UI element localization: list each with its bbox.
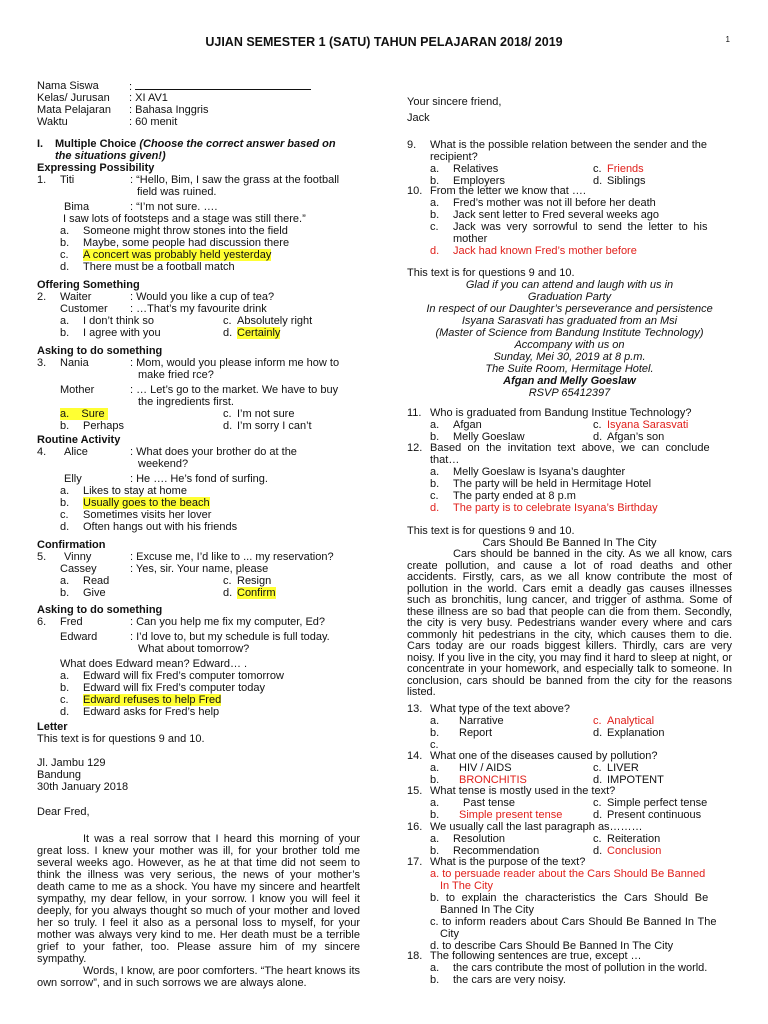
speaker: Bima (64, 201, 90, 213)
answer-option[interactable]: There must be a football match (83, 261, 235, 273)
red-answer[interactable]: a. to persuade reader about the Cars Should Be Banned (430, 868, 706, 880)
option-key: b. (60, 327, 70, 339)
option-key: b. (430, 845, 440, 857)
invitation-line: Sunday, Mei 30, 2019 at 8 p.m. (493, 351, 646, 363)
option-key: c. (593, 797, 602, 809)
question-number: 6. (37, 616, 47, 628)
answer-option[interactable]: HIV / AIDS (459, 762, 512, 774)
answer-option[interactable]: Edward will fix Fred’s computer tomorrow (83, 670, 284, 682)
answer-option[interactable]: Edward will fix Fred’s computer today (83, 682, 265, 694)
option-key: c. (60, 249, 69, 261)
essay-body: Cars should be banned in the city. As we all know, cars create pollution, and cause a lot of road deaths and other accidents. Firstly, cars, as we all know contribute the most of pollution in the world. Cars emit a deadly gas causes illnesses such as bronchitis, lung cancer, and trigger of asthma. Some of these illness are so bad that people can die from them. Secondly, the city is very busy. Pedestrians wander every where and cars commonly hit pedestrians in the city, which causes them to die. Cars today are our roads biggest killers. Thirdly, cars are very noisy. If you live in the city, you may find it hard to sleep at night, or concentrate in your homework, and especially talk to someone. In conclusion, cars should be banned from the city for the reasons listed. (407, 548, 732, 698)
red-answer[interactable]: Isyana Sarasvati (607, 419, 689, 431)
answer-option[interactable]: Give (83, 587, 106, 599)
speaker: Nania (60, 357, 89, 369)
question-text: What tense is mostly used in the text? (430, 785, 616, 797)
identity-label: Kelas/ Jurusan (37, 92, 110, 104)
dialogue: : …That’s my favourite drink (130, 303, 267, 315)
speaker: Edward (60, 631, 98, 643)
option-key: c. (593, 715, 602, 727)
option-key: a. (60, 225, 70, 237)
red-answer[interactable]: The party is to celebrate Isyana’s Birthday (453, 502, 658, 514)
option-key: a. (430, 962, 440, 974)
section-title: Multiple Choice (Choose the correct answer based on (55, 138, 336, 150)
dialogue: the ingredients first. (138, 396, 234, 408)
option-key: b. (430, 431, 440, 443)
speaker: Alice (64, 446, 88, 458)
dialogue: : Yes, sir. Your name, please (130, 563, 269, 575)
identity-value: : Bahasa Inggris (129, 104, 209, 116)
option-key: a. (60, 315, 70, 327)
red-answer[interactable]: Analytical (607, 715, 655, 727)
option-key: b. (430, 209, 440, 221)
option-key: a. (430, 419, 440, 431)
dialogue: : What does your brother do at the (130, 446, 297, 458)
question-text: What type of the text above? (430, 703, 571, 715)
option-key: d. (223, 420, 233, 432)
answer-option[interactable]: Siblings (607, 175, 646, 187)
option-key: c. (223, 408, 232, 420)
answer-option[interactable]: Sometimes visits her lover (83, 509, 212, 521)
speaker: Mother (60, 384, 95, 396)
question-1 (37, 162, 360, 273)
red-answer[interactable]: BRONCHITIS (459, 774, 527, 786)
answer-option[interactable]: Narrative (459, 715, 504, 727)
answer-option[interactable]: I’m sorry I can’t (237, 420, 312, 432)
identity-label: Mata Pelajaran (37, 104, 111, 116)
option-key: c. (60, 509, 69, 521)
highlighted-answer[interactable]: Edward refuses to help Fred (83, 694, 222, 706)
option-key: b. (430, 774, 440, 786)
question-number: 1. (37, 174, 47, 186)
page-mark: 1 (725, 35, 730, 44)
answer-option[interactable]: I don’t think so (83, 315, 154, 327)
identity-label: Nama Siswa (37, 80, 99, 92)
section-heading: Letter (37, 721, 68, 733)
passage-intro: This text is for questions 9 and 10. (407, 267, 575, 279)
answer-option[interactable]: Likes to stay at home (83, 485, 187, 497)
identity-row (37, 116, 360, 128)
option-key: c. (593, 762, 602, 774)
option-key: b. (430, 175, 440, 187)
question-9 (407, 139, 732, 187)
question-13 (407, 703, 732, 751)
question-text: We usually call the last paragraph as……… (430, 821, 643, 833)
section-heading (37, 138, 360, 162)
question-text: Based on the invitation text above, we can conclude (430, 442, 710, 454)
question-heading: Offering Something (37, 279, 140, 291)
red-answer[interactable]: Friends (607, 163, 644, 175)
option-key: c. (430, 490, 439, 502)
question-15 (407, 785, 732, 821)
answer-option[interactable]: Often hangs out with his friends (83, 521, 238, 533)
invitation-hosts: Afgan and Melly Goeslaw (503, 375, 636, 387)
invitation-rsvp: RSVP 65412397 (528, 387, 611, 399)
invitation-section (407, 267, 732, 399)
option-key: d. (223, 327, 233, 339)
name-blank-line (135, 80, 311, 90)
speaker: Fred (60, 616, 83, 628)
identity-label: Waktu (37, 116, 68, 128)
letter-address: Bandung (37, 769, 82, 781)
answer-option[interactable]: Resign (237, 575, 272, 587)
identity-value: : 60 menit (129, 116, 178, 128)
question-18 (407, 950, 732, 986)
dialogue: field was ruined. (137, 186, 217, 198)
question-number: 3. (37, 357, 47, 369)
invitation-line: Isyana Sarasvati has graduated from an Msi (461, 315, 678, 327)
answer-option[interactable]: Resolution (453, 833, 505, 845)
dialogue: : … Let’s go to the market. We have to buy (130, 384, 339, 396)
option-key: b. (60, 237, 70, 249)
option-key: b. (60, 587, 70, 599)
option-key: d. (593, 175, 603, 187)
question-3 (37, 345, 360, 432)
dialogue: : I’d love to, but my schedule is full today. (130, 631, 330, 643)
highlighted-answer[interactable]: Usually goes to the beach (83, 497, 210, 509)
option-key: c. (223, 315, 232, 327)
option-key: c. (430, 221, 439, 233)
answer-option[interactable]: Jack was very sorrowful to send the letter to his (453, 221, 708, 233)
speaker: Vinny (64, 551, 92, 563)
answer-option[interactable]: Absolutely right (237, 315, 313, 327)
answer-option[interactable]: Report (459, 727, 493, 739)
option-key: a. (430, 715, 440, 727)
question-number: 17. (407, 856, 423, 868)
identity-row (37, 80, 360, 92)
answer-option[interactable]: Explanation (607, 727, 665, 739)
option-key: b. (60, 420, 70, 432)
red-answer-continued: In The City (440, 880, 493, 892)
question-text: The following sentences are true, except … (430, 950, 642, 962)
red-answer[interactable]: Conclusion (607, 845, 662, 857)
question-number: 14. (407, 750, 423, 762)
letter-paragraph: It was a real sorrow that I heard this morning of your great loss. I knew your mother was ill, for your brother told me several weeks ago. However, as he at that time did not seem to think the illness was very serious, the news of your mother’s death came to me as a shock. You have my sincere and heartfelt sympathy, my dear fellow, in your sorrow. I know you will feel it deeply, for you always thought so much of your mother and loved her so truly. I feel it also as a personal loss to myself, for your mother was always very kind to me. Her death must be a terrible grief to your father, too. Please assure him of my sincere sympathy. (37, 833, 360, 965)
invitation-line: In respect of our Daughter’s perseverance and persistence (426, 303, 713, 315)
invitation-line: The Suite Room, Hermitage Hotel. (485, 363, 654, 375)
option-key: a. (430, 797, 440, 809)
answer-option[interactable]: Someone might throw stones into the field (83, 225, 288, 237)
question-text: that… (430, 454, 460, 466)
answer-option[interactable]: LIVER (607, 762, 639, 774)
speaker: Waiter (60, 291, 92, 303)
option-key: b. (60, 497, 70, 509)
option-key: c. (60, 694, 69, 706)
question-number: 18. (407, 950, 423, 962)
highlighted-answer[interactable]: Confirm (237, 587, 276, 599)
question-heading: Asking to do something (37, 345, 163, 357)
option-key: a. (430, 466, 440, 478)
passage-intro: This text is for questions 9 and 10. (37, 733, 205, 745)
answer-option[interactable]: Melly Goeslaw is Isyana’s daughter (453, 466, 626, 478)
option-key: d. (223, 587, 233, 599)
option-key: a. (60, 670, 70, 682)
essay-section (407, 525, 732, 699)
question-17 (407, 856, 732, 952)
dialogue: What about tomorrow? (138, 643, 250, 655)
answer-option[interactable]: c. to inform readers about Cars Should Be Banned In The (430, 916, 717, 928)
question-text: recipient? (430, 151, 478, 163)
highlighted-answer[interactable]: Certainly (237, 327, 281, 339)
identity-value: : XI AV1 (129, 92, 168, 104)
section-instruction: the situations given!) (55, 150, 166, 162)
option-key: b. (430, 809, 440, 821)
identity-block (37, 80, 360, 128)
option-key: c. (593, 419, 602, 431)
answer-option[interactable]: Read (83, 575, 110, 587)
answer-option[interactable]: Maybe, some people had discussion there (83, 237, 290, 249)
option-key: c. (430, 739, 439, 751)
answer-option[interactable]: Jack sent letter to Fred several weeks ago (453, 209, 660, 221)
option-key: d. (60, 521, 70, 533)
question-number: 4. (37, 446, 47, 458)
question-16 (407, 821, 732, 857)
answer-option[interactable]: Recommendation (453, 845, 540, 857)
dialogue: : Mom, would you please inform me how to (130, 357, 340, 369)
option-key: a. (430, 762, 440, 774)
essay-title: Cars Should Be Banned In The City (482, 537, 657, 549)
red-answer[interactable]: Simple present tense (459, 809, 563, 821)
answer-option[interactable]: the cars are very noisy. (453, 974, 566, 986)
answer-option[interactable]: Relatives (453, 163, 499, 175)
option-key: c. (593, 833, 602, 845)
question-number: 10. (407, 185, 423, 197)
passage-intro: This text is for questions 9 and 10. (407, 525, 575, 537)
speaker: Cassey (60, 563, 97, 575)
question-number: 5. (37, 551, 47, 563)
question-14 (407, 750, 732, 786)
answer-option[interactable]: I’m not sure (237, 408, 295, 420)
invitation-line: Glad if you can attend and laugh with us in (465, 279, 674, 291)
question-text: Who is graduated from Bandung Institue Technology? (430, 407, 692, 419)
question-heading: Expressing Possibility (37, 162, 155, 174)
option-key: b. (430, 727, 440, 739)
dialogue: : Excuse me, I’d like to ... my reservation? (130, 551, 334, 563)
dialogue: : Can you help me fix my computer, Ed? (130, 616, 326, 628)
option-key: d. (593, 431, 603, 443)
question-number: 9. (407, 139, 417, 151)
answer-option-continued: mother (453, 233, 488, 245)
option-key: d. (60, 706, 70, 718)
page-title: UJIAN SEMESTER 1 (SATU) TAHUN PELAJARAN 2018/ 2019 (205, 35, 563, 49)
question-text: What does Edward mean? Edward… . (60, 658, 248, 670)
answer-option[interactable]: Past tense (463, 797, 515, 809)
option-key: d. (593, 727, 603, 739)
letter-signature: Jack (407, 112, 430, 124)
question-number: 13. (407, 703, 423, 715)
question-2 (37, 279, 360, 339)
question-number: 15. (407, 785, 423, 797)
invitation-line: Graduation Party (527, 291, 612, 303)
letter-paragraph: Words, I know, are poor comforters. “The heart knows its own sorrow”, and in such sorrows we are always alone. (37, 965, 360, 989)
identity-row (37, 92, 360, 104)
dialogue: : Would you like a cup of tea? (130, 291, 275, 303)
answer-option[interactable]: d. to describe Cars Should Be Banned In The City (430, 940, 674, 952)
answer-option[interactable]: Fred’s mother was not ill before her death (453, 197, 656, 209)
invitation-line: (Master of Science from Bandung Institute Technology) (435, 327, 704, 339)
question-number: 16. (407, 821, 423, 833)
answer-option[interactable]: the cars contribute the most of pollution in the world. (453, 962, 708, 974)
answer-option[interactable]: Employers (453, 175, 505, 187)
option-key: a. (60, 575, 70, 587)
option-key: d. (593, 774, 603, 786)
answer-option-continued: Banned In The City (440, 904, 534, 916)
answer-option[interactable]: IMPOTENT (607, 774, 664, 786)
answer-option-continued: City (440, 928, 459, 940)
answer-option[interactable]: The party will be held in Hermitage Hotel (453, 478, 652, 490)
dialogue: weekend? (138, 458, 189, 470)
identity-value: : (129, 80, 311, 93)
speaker: Titi (60, 174, 75, 186)
question-4 (37, 434, 360, 533)
letter-date: 30th January 2018 (37, 781, 129, 793)
answer-option[interactable]: The party ended at 8 p.m (453, 490, 576, 502)
option-key: a. (60, 485, 70, 497)
question-11 (407, 407, 732, 443)
question-12 (407, 442, 732, 514)
question-heading: Routine Activity (37, 434, 121, 446)
letter-section (37, 721, 360, 989)
question-text: From the letter we know that …. (430, 185, 586, 197)
highlighted-answer[interactable]: A concert was probably held yesterday (83, 249, 272, 261)
identity-row (37, 104, 360, 116)
option-key: a. (430, 163, 440, 175)
option-key: c. (223, 575, 232, 587)
letter-address: Jl. Jambu 129 (37, 757, 106, 769)
option-key: d. (430, 245, 440, 257)
letter-closing: Your sincere friend, (407, 96, 502, 108)
dialogue: : “I’m not sure. …. (130, 201, 218, 213)
highlighted-answer[interactable]: a. Sure (60, 408, 108, 420)
answer-option[interactable]: Reiteration (607, 833, 661, 845)
answer-option[interactable]: Afgan’s son (607, 431, 665, 443)
answer-option[interactable]: Afgan (453, 419, 482, 431)
answer-option[interactable]: Edward asks for Fred’s help (83, 706, 220, 718)
answer-option[interactable]: Perhaps (83, 420, 124, 432)
option-key: b. (60, 682, 70, 694)
question-number: 12. (407, 442, 423, 454)
answer-option[interactable]: I agree with you (83, 327, 161, 339)
speaker: Elly (64, 473, 82, 485)
question-5 (37, 539, 360, 599)
option-key: c. (593, 163, 602, 175)
red-answer[interactable]: Jack had known Fred’s mother before (453, 245, 637, 257)
answer-option[interactable]: b. to explain the characteristics the Cars Should Be (430, 892, 709, 904)
dialogue: : He …. He’s fond of surfing. (130, 473, 268, 485)
invitation-line: Accompany with us on (514, 339, 625, 351)
answer-option[interactable]: Simple perfect tense (607, 797, 708, 809)
section-number: I. (37, 138, 44, 150)
letter-greeting: Dear Fred, (37, 806, 90, 818)
option-key: b. (430, 478, 440, 490)
option-key: a. (430, 197, 440, 209)
question-text: What one of the diseases caused by pollution? (430, 750, 658, 762)
dialogue: I saw lots of footsteps and a stage was still there.” (63, 213, 306, 225)
answer-option[interactable]: Melly Goeslaw (453, 431, 525, 443)
option-key: d. (60, 261, 70, 273)
question-text: What is the possible relation between the sender and the (430, 139, 708, 151)
question-number: 11. (407, 407, 422, 419)
question-text: What is the purpose of the text? (430, 856, 586, 868)
answer-option[interactable]: Present continuous (607, 809, 702, 821)
option-key: a. (430, 833, 440, 845)
option-key: d. (593, 845, 603, 857)
question-heading: Asking to do something (37, 604, 163, 616)
speaker: Customer (60, 303, 108, 315)
option-key: d. (430, 502, 440, 514)
question-heading: Confirmation (37, 539, 106, 551)
option-key: b. (430, 974, 440, 986)
option-key: d. (593, 809, 603, 821)
question-6 (37, 604, 360, 718)
question-10 (407, 185, 732, 257)
question-number: 2. (37, 291, 47, 303)
dialogue: make fried rce? (138, 369, 214, 381)
dialogue: : “Hello, Bim, I saw the grass at the football (130, 174, 340, 186)
